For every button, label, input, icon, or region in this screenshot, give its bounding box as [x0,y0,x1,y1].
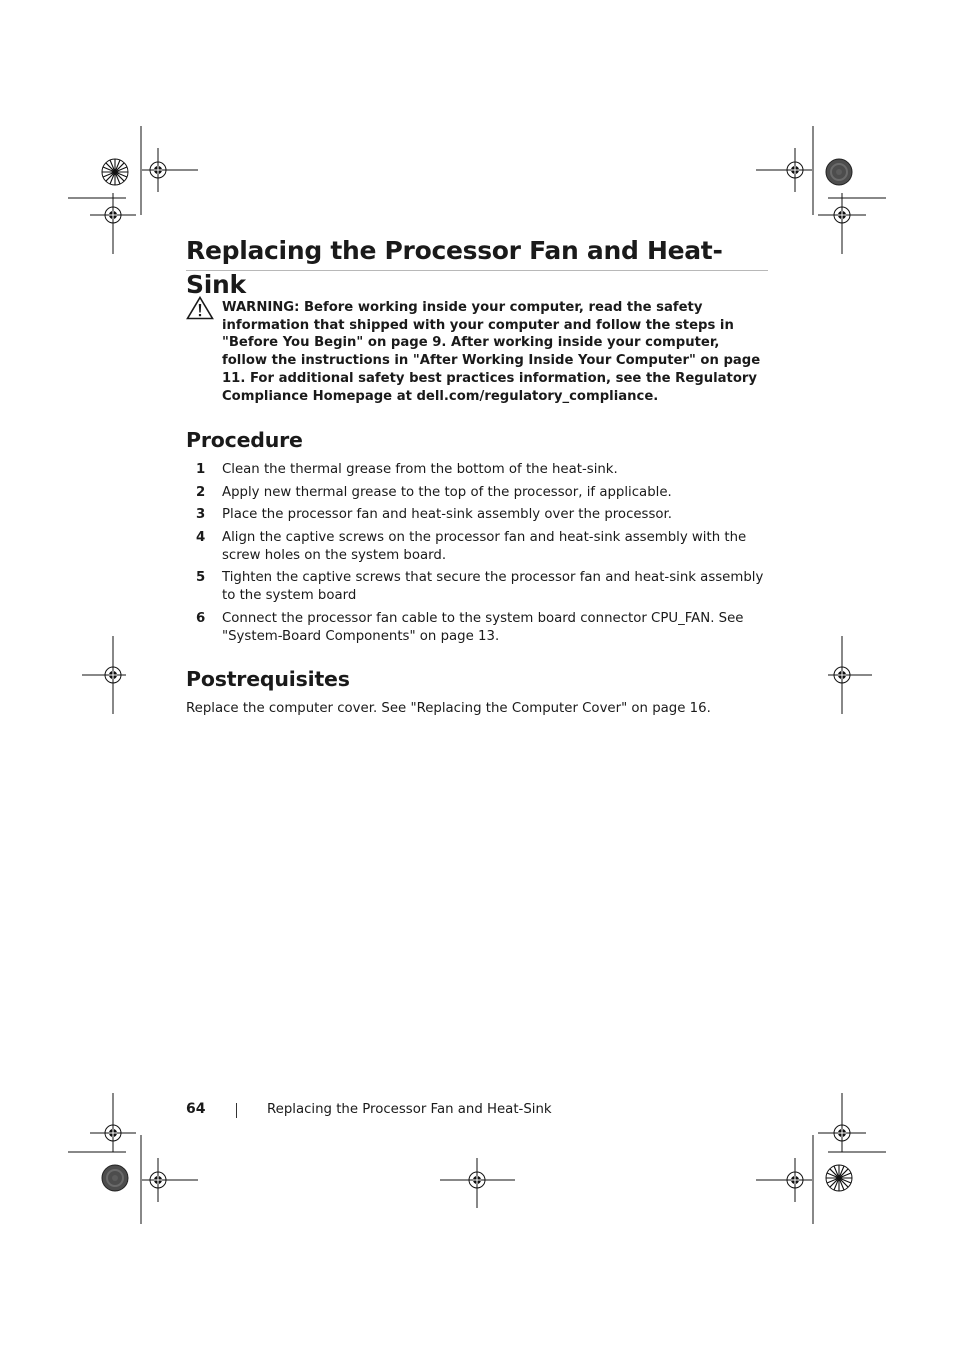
step-text: Align the captive screws on the processor fan and heat-sink assembly with the screw holes on the system board. [222,529,747,563]
warning-notice: WARNING: Before working inside your computer, read the safety information that shipped with your computer and follow the steps in "Before You Begin" on page 9. After working inside your computer, follow the instructions in "After Working Inside Your Computer" on page 11. For additional safety best practices information, see the Regulatory Compliance Homepage at dell.com/regulatory_compliance. [222,300,761,404]
footer-separator [236,1103,237,1118]
footer-section-title: Replacing the Processor Fan and Heat-Sink [267,1102,552,1117]
postrequisites-heading: Postrequisites [186,667,350,691]
step-text: Clean the thermal grease from the bottom of the heat-sink. [222,462,618,477]
procedure-step [186,569,768,605]
title-divider [186,270,768,271]
step-text: Connect the processor fan cable to the system board connector CPU_FAN. See "System-Board Components" on page 13. [222,610,744,644]
procedure-heading: Procedure [186,428,303,452]
step-number: 3 [196,507,206,522]
procedure-step [186,484,768,502]
step-number: 5 [196,570,206,585]
step-text: Apply new thermal grease to the top of the processor, if applicable. [222,484,672,500]
procedure-step [186,461,768,479]
step-text: Place the processor fan and heat-sink assembly over the processor. [222,507,673,522]
warning-triangle-icon [186,296,214,320]
step-number: 2 [196,484,206,500]
procedure-step [186,506,768,524]
postrequisites-text: Replace the computer cover. See "Replacing the Computer Cover" on page 16. [186,701,711,716]
procedure-step [186,610,768,646]
step-text: Tighten the captive screws that secure the processor fan and heat-sink assembly to the system board [222,570,764,603]
procedure-steps [186,461,768,646]
step-number: 6 [196,610,206,626]
procedure-step [186,529,768,565]
page-number: 64 [186,1101,206,1117]
step-number: 4 [196,529,206,545]
page-title: Replacing the Processor Fan and Heat-Sink [186,236,723,299]
step-number: 1 [196,462,206,477]
